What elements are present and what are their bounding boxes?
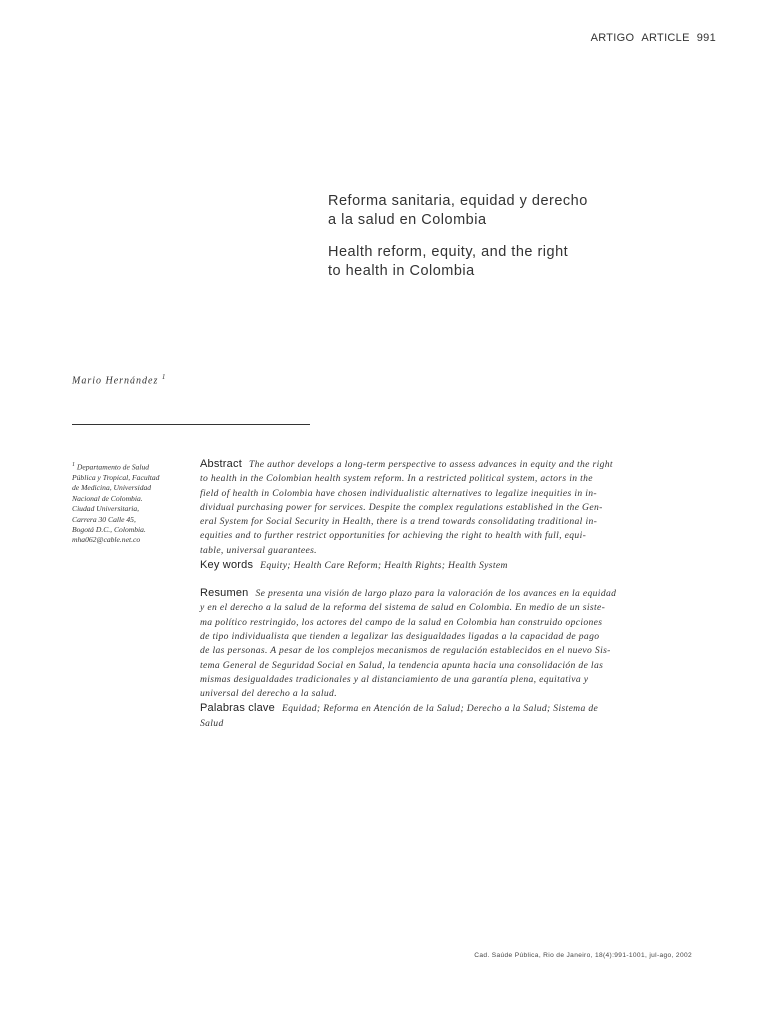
author-name xyxy=(72,373,166,386)
footer-citation: Cad. Saúde Pública, Rio de Janeiro, 18(4):991-1001, jul-ago, 2002 xyxy=(474,952,692,959)
keywords-label: Key words xyxy=(200,559,254,572)
resumen-paragraph xyxy=(200,586,695,701)
abstract-line: to health in the Colombian health system reform. In a restricted political system, actors in the xyxy=(200,473,593,485)
title-spanish-line: a la salud en Colombia xyxy=(328,212,487,228)
palabras-clave-line xyxy=(200,701,695,716)
abstract-line: eral System for Social Security in Health, there is a trend towards consolidating traditional in- xyxy=(200,516,598,528)
resumen-line: mismas desigualdades tradicionales y al distanciamiento de una garantía plena, equitativa y xyxy=(200,673,589,685)
affiliation-line-text: Departamento de Salud xyxy=(76,462,150,472)
title-spanish xyxy=(328,192,648,230)
affiliation xyxy=(72,460,184,546)
abstract-line: table, universal guarantees. xyxy=(200,544,317,556)
resumen-line: de tipo individualista que tienden a legalizar las desigualdades ligadas a la capacidad de pago xyxy=(200,630,600,642)
resumen-line xyxy=(200,586,695,601)
affiliation-email: mha062@cable.net.co xyxy=(72,535,141,545)
title-english xyxy=(328,243,648,281)
abstract-line xyxy=(200,457,695,472)
affiliation-line: de Medicina, Universidad xyxy=(72,483,152,493)
keywords-line xyxy=(200,558,695,573)
affiliation-line xyxy=(72,460,184,473)
author-affiliation-mark: 1 xyxy=(161,373,167,381)
abstract-line: equities and to further restrict opportunities for achieving the right to health with full, equi- xyxy=(200,530,587,542)
divider-rule xyxy=(72,424,310,425)
affiliation-mark: 1 xyxy=(72,462,75,468)
resumen-line: universal del derecho a la salud. xyxy=(200,688,337,700)
title-english-line: Health reform, equity, and the right xyxy=(328,244,569,260)
affiliation-line: Ciudad Universitaria, xyxy=(72,504,140,514)
affiliation-line: Pública y Tropical, Facultad xyxy=(72,472,160,482)
affiliation-line: Bogotá D.C., Colombia. xyxy=(72,524,146,534)
affiliation-line: Nacional de Colombia. xyxy=(72,493,143,503)
abstract-paragraph xyxy=(200,457,695,558)
abstract-line-text: The author develops a long-term perspective to assess advances in equity and the right xyxy=(248,459,613,470)
abstract-line: field of health in Colombia have chosen individualistic alternatives to legalize inequities in in- xyxy=(200,487,597,499)
abstract-line: dividual purchasing power for services. Despite the complex regulations established in the Gen- xyxy=(200,501,603,513)
keywords-text: Equity; Health Care Reform; Health Rights; Health System xyxy=(260,560,508,572)
title-english-line: to health in Colombia xyxy=(328,263,475,279)
author-name-text: Mario Hernández xyxy=(72,375,159,387)
page-number: 991 xyxy=(696,32,716,44)
resumen-line: tema General de Seguridad Social en Salud, la tendencia apunta hacia una consolidación de las xyxy=(200,659,604,671)
palabras-clave-label: Palabras clave xyxy=(200,702,275,715)
title-block xyxy=(328,192,648,281)
resumen-line-text: Se presenta una visión de largo plazo para la valoración de los avances en la equidad xyxy=(255,588,617,600)
title-spanish-line: Reforma sanitaria, equidad y derecho xyxy=(328,193,588,209)
resumen-line: de las personas. A pesar de los complejos mecanismos de regulación establecidos en el nuevo Sis- xyxy=(200,645,611,657)
abstract-column xyxy=(200,457,695,731)
header-label-pt: ARTIGO xyxy=(590,32,635,44)
header-label-en: ARTICLE xyxy=(641,32,690,44)
abstract-label: Abstract xyxy=(200,458,242,470)
resumen-line: y en el derecho a la salud de la reforma del sistema de salud en Colombia. En medio de un siste- xyxy=(200,602,606,614)
palabras-clave-line: Salud xyxy=(200,718,224,730)
affiliation-line: Carrera 30 Calle 45, xyxy=(72,514,136,524)
palabras-clave-text: Equidad; Reforma en Atención de la Salud; Derecho a la Salud; Sistema de xyxy=(281,703,599,715)
resumen-line: ma político restringido, los actores del campo de la salud en Colombia han construido opciones xyxy=(200,616,603,628)
running-header xyxy=(584,32,716,44)
resumen-label: Resumen xyxy=(200,587,249,600)
